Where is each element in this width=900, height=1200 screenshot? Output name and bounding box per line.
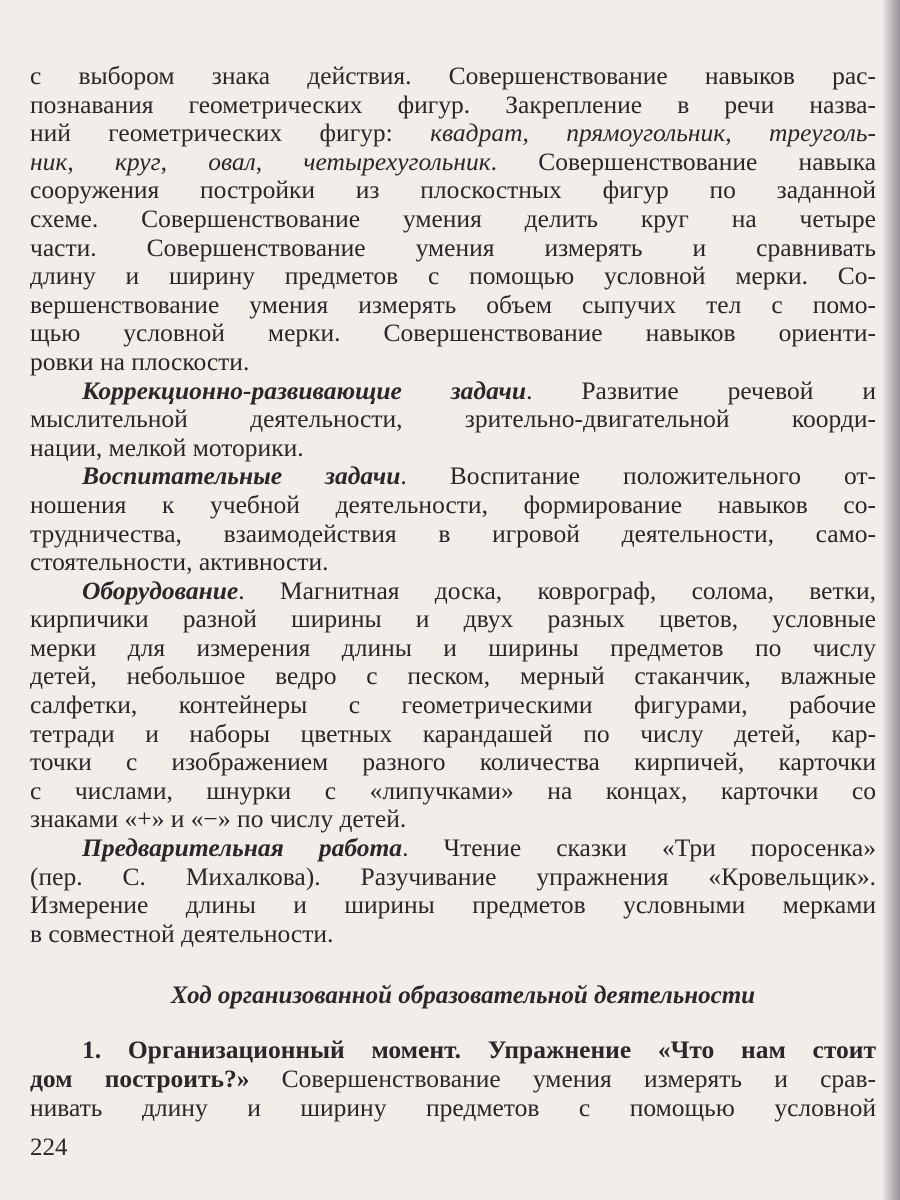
text-run: . Совершенствование навыка <box>490 146 877 176</box>
text-line <box>30 462 876 491</box>
emphasized-text: овал <box>208 146 256 176</box>
emphasized-text: 1. Организационный момент. Упражнение «Что нам стоит <box>82 1035 876 1065</box>
text-line <box>30 920 876 949</box>
text-run: кирпичики разной ширины и двух разных цветов, условные <box>30 604 876 634</box>
text-line <box>30 548 876 577</box>
emphasized-text: Воспитательные задачи <box>82 461 401 491</box>
text-run: ровки на плоскости. <box>30 346 250 376</box>
text-run: . Чтение сказки «Три поросенка» <box>402 833 876 863</box>
text-run: , <box>160 146 209 176</box>
text-line <box>30 291 876 320</box>
text-line <box>30 520 876 549</box>
emphasized-text: круг <box>114 146 161 176</box>
emphasized-text: дом построить?» <box>30 1064 250 1093</box>
text-run: части. Совершенствование умения измерять и сравнивать <box>30 232 876 262</box>
emphasized-text: треуголь- <box>768 118 877 148</box>
text-line <box>30 262 876 291</box>
text-line <box>30 1094 876 1123</box>
text-line <box>30 1065 876 1094</box>
text-line <box>30 176 876 205</box>
text-line <box>30 62 876 91</box>
text-run: , <box>255 146 304 176</box>
text-line <box>30 1036 876 1065</box>
text-run: нивать длину и ширину предметов с помощью условной <box>30 1092 876 1122</box>
text-run: , <box>725 118 769 148</box>
section-heading: Ход организованной образовательной деятельности <box>170 982 756 1010</box>
text-run: стоятельности, активности. <box>30 547 329 577</box>
text-line <box>30 319 876 348</box>
text-run: точки с изображением разного количества кирпичей, карточки <box>30 747 876 777</box>
page-body <box>30 62 876 1122</box>
text-run: ношения к учебной деятельности, формирование навыков со- <box>30 489 876 519</box>
text-run: трудничества, взаимодействия в игровой деятельности, само- <box>30 518 876 548</box>
emphasized-text: прямоугольник <box>566 118 726 148</box>
text-block-section <box>30 1036 876 1122</box>
text-run: в совместной деятельности. <box>30 918 334 948</box>
text-line <box>30 748 876 777</box>
spacer <box>30 1013 876 1036</box>
text-line <box>30 805 876 834</box>
text-run: тетради и наборы цветных карандашей по числу детей, кар- <box>30 718 876 748</box>
text-run: , <box>522 118 567 148</box>
text-line <box>30 662 876 691</box>
text-run: . Развитие речевой и <box>526 375 876 405</box>
page-number: 224 <box>30 1134 68 1161</box>
text-line <box>30 634 876 663</box>
text-line <box>30 405 876 434</box>
text-run: ний геометрических фигур: <box>30 118 431 148</box>
emphasized-text: ник <box>30 146 68 176</box>
text-line <box>30 691 876 720</box>
text-run: сооружения постройки из плоскостных фигур по заданной <box>30 175 876 205</box>
text-run: Измерение длины и ширины предметов условными мерками <box>30 890 876 920</box>
text-line <box>30 205 876 234</box>
text-line <box>30 891 876 920</box>
text-line <box>30 777 876 806</box>
emphasized-text: четырехугольник <box>303 146 491 176</box>
text-run: познавания геометрических фигур. Закрепление в речи назва- <box>30 89 876 119</box>
text-line <box>30 377 876 406</box>
text-run: . Воспитание положительного от- <box>400 461 876 491</box>
text-block-main <box>30 62 876 948</box>
emphasized-text: Оборудование <box>82 575 239 605</box>
text-line <box>30 119 876 148</box>
text-line <box>30 720 876 749</box>
text-run: длину и ширину предметов с помощью условной мерки. Со- <box>30 261 876 291</box>
text-run: схеме. Совершенствование умения делить круг на четыре <box>30 203 876 233</box>
text-line <box>30 91 876 120</box>
text-line <box>30 148 876 177</box>
text-run: с числами, шнурки с «липучками» на концах, карточки со <box>30 775 876 805</box>
emphasized-text: Предварительная работа <box>82 833 403 863</box>
text-run: щью условной мерки. Совершенствование навыков ориенти- <box>30 318 876 348</box>
text-line <box>30 863 876 892</box>
text-run: знаками «+» и «−» по числу детей. <box>30 804 407 834</box>
text-run: детей, небольшое ведро с песком, мерный стаканчик, влажные <box>30 661 876 691</box>
text-line <box>30 577 876 606</box>
page-curl-shadow <box>882 0 900 1200</box>
text-run: (пер. С. Михалкова). Разучивание упражнения «Кровельщик». <box>30 861 876 891</box>
text-line <box>30 434 876 463</box>
text-run: нации, мелкой моторики. <box>30 432 304 462</box>
text-line <box>30 491 876 520</box>
text-line <box>30 348 876 377</box>
text-run: . Магнитная доска, коврограф, солома, ветки, <box>238 575 876 605</box>
text-run: Совершенствование умения измерять и срав- <box>249 1064 876 1093</box>
text-run: вершенствование умения измерять объем сыпучих тел с помо- <box>30 289 876 319</box>
text-run: мыслительной деятельности, зрительно-двигательной коорди- <box>30 404 876 434</box>
text-line <box>30 834 876 863</box>
spacer <box>30 948 876 979</box>
text-line <box>30 605 876 634</box>
emphasized-text: Коррекционно-развивающие задачи <box>82 375 527 405</box>
text-run: салфетки, контейнеры с геометрическими фигурами, рабочие <box>30 690 876 720</box>
text-run: мерки для измерения длины и ширины предметов по числу <box>30 632 876 662</box>
emphasized-text: квадрат <box>430 118 523 148</box>
text-line <box>30 234 876 263</box>
text-run: с выбором знака действия. Совершенствование навыков рас- <box>30 61 876 90</box>
text-run: , <box>67 146 115 176</box>
